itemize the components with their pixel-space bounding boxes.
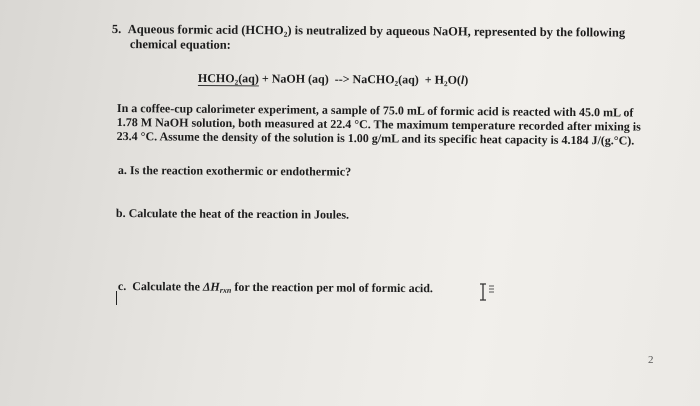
part-a-question: a. Is the reaction exothermic or endothermic? [117, 163, 352, 179]
equation-arrow: --> [328, 71, 353, 87]
part-c-suffix: for the reaction per mol of formic acid. [231, 279, 434, 296]
part-c-question [118, 279, 433, 296]
equation-product-2-close: ) [464, 72, 469, 87]
part-c-subscript: rxn [219, 285, 232, 295]
equation-reactant-2: NaOH (aq) [271, 71, 329, 86]
page-number: 2 [648, 354, 654, 366]
part-c-delta-h: ΔH [202, 279, 220, 294]
equation-product-2: H₂O( [434, 72, 461, 87]
question-number: 5. [111, 22, 122, 37]
equation-product-2-state: l [460, 72, 465, 87]
equation-plus-2: + [418, 72, 435, 87]
problem-paragraph: In a coffee-cup calorimeter experiment, a sample of 75.0 mL of formic acid is reacted with 45.0 mL of 1.78 M NaOH solution, both measured at 22.4 °C. The maximum temperature recorded after mixing is 23.4 °C. Assume the density of the solution is 1.00 g/mL and its specific heat capacity is 4.184 J/(g.°C). [116, 101, 641, 148]
i-beam-cursor-icon [479, 283, 495, 301]
chemical-equation [198, 71, 468, 88]
part-b-question: b. Calculate the heat of the reaction in Joules. [115, 206, 350, 222]
question-title-line1: Aqueous formic acid (HCHO₂) is neutralized by aqueous NaOH, represented by the following [127, 22, 626, 40]
question-title-line2: chemical equation: [129, 37, 231, 52]
part-c-prefix: c. Calculate the [117, 279, 203, 294]
question-title [112, 22, 632, 56]
text-caret[interactable] [116, 291, 117, 305]
equation-reactant-1: HCHO₂(aq) [197, 71, 259, 86]
equation-product-1: NaCHO₂(aq) [352, 72, 419, 87]
equation-plus-1: + [258, 71, 272, 86]
